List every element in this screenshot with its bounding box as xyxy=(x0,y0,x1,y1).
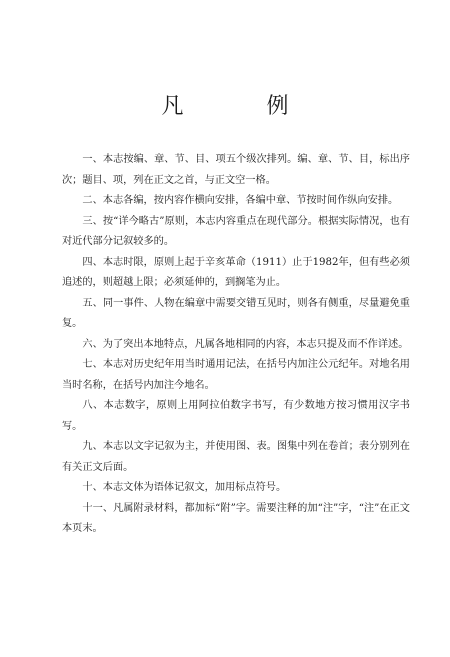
page-title: 凡 例 xyxy=(161,94,327,119)
rule-item-4: 四、本志时限，原则上起于辛亥革命（1911）止于1982年，但有些必须追述的，则超越上限；必须延伸的，到搁笔为止。 xyxy=(62,256,410,288)
rule-item-2: 二、本志各编，按内容作横向安排，各编中章、节按时间作纵向安排。 xyxy=(82,195,399,206)
rule-item-6: 六、为了突出本地特点，凡属各地相同的内容，本志只提及而不作详述。 xyxy=(82,338,409,350)
rule-item-8: 八、本志数字，原则上用阿拉伯数字书写，有少数地方按习惯用汉字书写。 xyxy=(62,400,410,432)
rule-item-5: 五、同一事件、人物在编章中需要交错互见时，则各有侧重，尽量避免重复。 xyxy=(62,297,410,329)
rule-item-9: 九、本志以文字记叙为主，并使用图、表。图集中列在卷首；表分别列在有关正文后面。 xyxy=(62,441,410,473)
rule-item-3: 三、按“详今略古”原则，本志内容重点在现代部分。根据实际情况，也有对近代部分记叙较多的。 xyxy=(62,215,410,247)
rule-item-1: 一、本志按编、章、节、目、项五个级次排列。编、章、节、目，标出序次；题目、项，列在正文之首，与正文空一格。 xyxy=(62,154,410,186)
document-body xyxy=(62,150,410,540)
rule-item-7: 七、本志对历史纪年用当时通用记法，在括号内加注公元纪年。对地名用当时名称，在括号内加注今地名。 xyxy=(62,359,410,391)
rule-item-10: 十、本志文体为语体记叙文，加用标点符号。 xyxy=(82,482,287,493)
rule-item-11: 十一、凡属附录材料，都加标“附”字。需要注释的加“注”字，“注”在正文本页末。 xyxy=(62,502,410,534)
